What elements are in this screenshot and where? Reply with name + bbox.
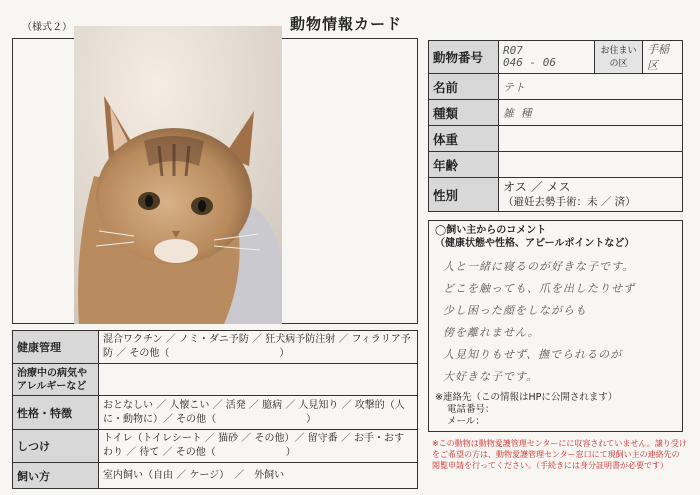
illness-label: 治療中の病気やアレルギーなど [13,364,99,396]
comment-line: 人と一緒に寝るのが好きな子です。 [443,260,635,273]
phone-field: 電話番号： [447,404,495,415]
ward-value: 手稲区 [643,41,683,74]
form-number: （様式２） [22,22,72,33]
animal-id-label: 動物番号 [429,41,499,74]
comment-line: どこを触っても、爪を出したりせず [443,282,635,295]
keeping-value: 室内飼い（自由 ／ ケージ） ／ 外飼い [99,463,418,489]
breed-value: 雑 種 [499,100,683,126]
contact-heading: ※連絡先（この情報はHPに公開されます） [435,392,618,403]
comment-subheading: （健康状態や性格、アピールポイントなど） [435,238,635,249]
animal-id-value [499,41,595,74]
comment-line: 傍を離れません。 [443,326,540,339]
personality-value: おとなしい ／ 人懐こい ／ 活発 ／ 臆病 ／ 人見知り ／ 攻撃的（人に・動物に）／ その他（ ） [99,396,418,430]
training-value: トイレ（トイレシート ／ 猫砂 ／ その他）／ 留守番 ／ お手・おすわり ／ 待て ／ その他（ ） [99,430,418,463]
email-field: メール： [447,416,485,427]
contact-info [435,392,676,428]
animal-info-table [428,40,683,212]
personality-label: 性格・特徴 [13,396,99,430]
keeping-label: 飼い方 [13,463,99,489]
weight-value [499,126,683,152]
name-label: 名前 [429,74,499,100]
weight-label: 体重 [429,126,499,152]
gender-options: オス ／ メス [503,180,571,194]
training-label: しつけ [13,430,99,463]
comment-line: 少し困った顔をしながらも [443,304,587,317]
details-table [12,330,418,489]
neuter-options: （避妊去勢手術：未 ／ 済） [503,196,636,208]
ward-label: お住まいの区 [595,41,643,74]
age-value [499,152,683,178]
animal-id-line2: 046 - 06 [503,56,556,69]
comment-lines [435,256,676,388]
notice-text: ※この動物は動物愛護管理センターにに収容されていません。譲り受けをご希望の方は、動物愛護管理センター窓口にて現飼い主の連絡先の閲覧申請を行ってください。（手続きには身分証明書が必要です） [432,439,687,470]
age-label: 年齢 [429,152,499,178]
cat-photo [74,26,282,324]
comment-heading: ◯飼い主からのコメント [435,225,547,236]
name-value: テト [499,74,683,100]
owner-comment-box [428,220,683,432]
comment-line: 人見知りもせず、撫でられるのが [443,348,623,361]
health-label: 健康管理 [13,331,99,364]
illness-value [99,364,418,396]
gender-label: 性別 [429,178,499,212]
gender-value [499,178,683,212]
comment-line: 大好きな子です。 [443,370,539,383]
health-value: 混合ワクチン ／ ノミ・ダニ予防 ／ 狂犬病予防注射 ／ フィラリア予防 ／ その他（ ） [99,331,418,364]
page-title: 動物情報カード [290,15,403,33]
breed-label: 種類 [429,100,499,126]
animal-id-line1: R07 [503,44,523,57]
